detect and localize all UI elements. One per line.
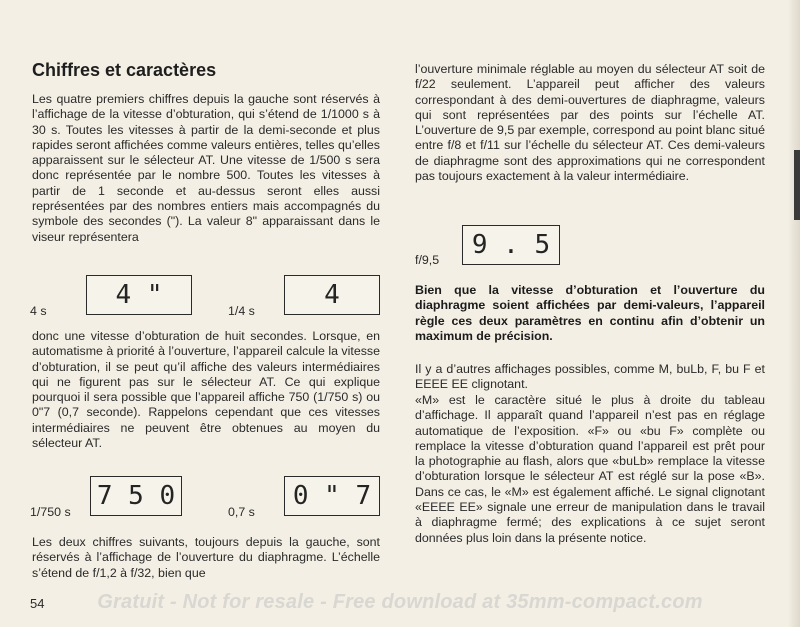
display-label-f95: f/9,5 bbox=[415, 253, 440, 267]
lcd-display-4s bbox=[86, 275, 192, 315]
lcd-display-f95 bbox=[462, 225, 560, 265]
right-paragraph-2: Il y a d’autres affichages possibles, comme M, buLb, F, bu F et EEEE EE clignotant. bbox=[415, 362, 765, 392]
right-paragraph-3: «M» est le caractère situé le plus à droite du tableau d’affichage. Il apparaît quand l’appareil n’est pas en réglage automatique de l’exposition. «F» ou «bu F» complète ou remplace la vitesse d’obturation quand l’appareil est prêt pour la photographie au flash, alors que «buLb» remplace la vitesse d’obturation lorsque le sélecteur AT est réglé sur la pose «B». Dans ce cas, le «M» est également affiché. Le signal clignotant «EEEE EE» signale une erreur de manipulation dans le travail à diaphragme fermé; des explications à ce sujet seront données plus loin dans la présente notice. bbox=[415, 393, 765, 545]
lcd-readout-0-7s: 0 " 7 bbox=[292, 481, 372, 511]
lcd-readout-f95: 9 . 5 bbox=[471, 230, 551, 260]
page-number: 54 bbox=[30, 596, 45, 611]
right-paragraph-1: l’ouverture minimale réglable au moyen du sélecteur AT soit de f/22 seulement. L’appareil peut afficher des valeurs correspondant à des demi-ouvertures de diaphragme, valeurs qui sont représentées par des points sur l’échelle AT. L’ouverture de 9,5 par exemple, correspond au point blanc situé entre f/8 et f/11 sur l’échelle du sélecteur AT. Ces demi-valeurs de diaphragme sont des approximations qui ne correspondent pas toujours exactement à la valeur intermédiaire. bbox=[415, 62, 765, 184]
display-label-0-7s: 0,7 s bbox=[228, 505, 255, 519]
display-label-4s: 4 s bbox=[30, 304, 47, 318]
lcd-display-1-750s bbox=[90, 476, 182, 516]
lcd-display-quarter-second bbox=[284, 275, 380, 315]
page-edge bbox=[788, 0, 800, 627]
left-paragraph-2: donc une vitesse d’obturation de huit secondes. Lorsque, en automatisme à priorité à l’ouverture, l’appareil calcule la vitesse d’obturation, il se peut qu’il affiche des valeurs intermédiaires qui ne figurent pas sur le sélecteur AT. Ce qui explique pourquoi il sera possible que l’appareil affiche 750 (1/750 s) ou 0"7 (0,7 seconde). Rappelons cependant que ces vitesses intermédiaires ne peuvent être obtenues au moyen du sélecteur AT. bbox=[32, 329, 380, 451]
display-label-quarter-second: 1/4 s bbox=[228, 304, 255, 318]
lcd-display-0-7s bbox=[284, 476, 380, 516]
section-title: Chiffres et caractères bbox=[32, 60, 217, 80]
left-paragraph-3: Les deux chiffres suivants, toujours depuis la gauche, sont réservés à l’affichage de l’ouverture du diaphragme. L’échelle s’étend de f/1,2 à f/32, bien que bbox=[32, 535, 380, 580]
lcd-readout-1-750s: 7 5 0 bbox=[96, 481, 176, 511]
watermark: Gratuit - Not for resale - Free download at 35mm-compact.com bbox=[97, 591, 703, 613]
lcd-readout-quarter-second: 4 bbox=[324, 280, 340, 310]
lcd-readout-4s: 4 " bbox=[115, 280, 163, 310]
left-paragraph-1: Les quatre premiers chiffres depuis la gauche sont réservés à l’affichage de la vitesse d’obturation, qui s’étend de 1/1000 s à 30 s. Toutes les vitesses à partir de la demi-seconde et plus rapides seront affichées comme valeurs entières, telles qu’elles apparaissent sur le sélecteur AT. Une vitesse de 1/500 s sera donc représentée par le nombre 500. Toutes les vitesses à partir de 1 seconde et au-dessus seront elles aussi représentées par des nombres entiers mais accompagnés du symbole des secondes ("). La valeur 8" apparaissant dans le viseur représentera bbox=[32, 92, 380, 244]
right-bold-paragraph: Bien que la vitesse d’obturation et l’ouverture du diaphragme soient affichées par demi-valeurs, l’appareil règle ces deux paramètres en continu afin d’obtenir un maximum de précision. bbox=[415, 283, 765, 343]
display-label-1-750s: 1/750 s bbox=[30, 505, 71, 519]
page-edge-tab bbox=[794, 150, 800, 220]
